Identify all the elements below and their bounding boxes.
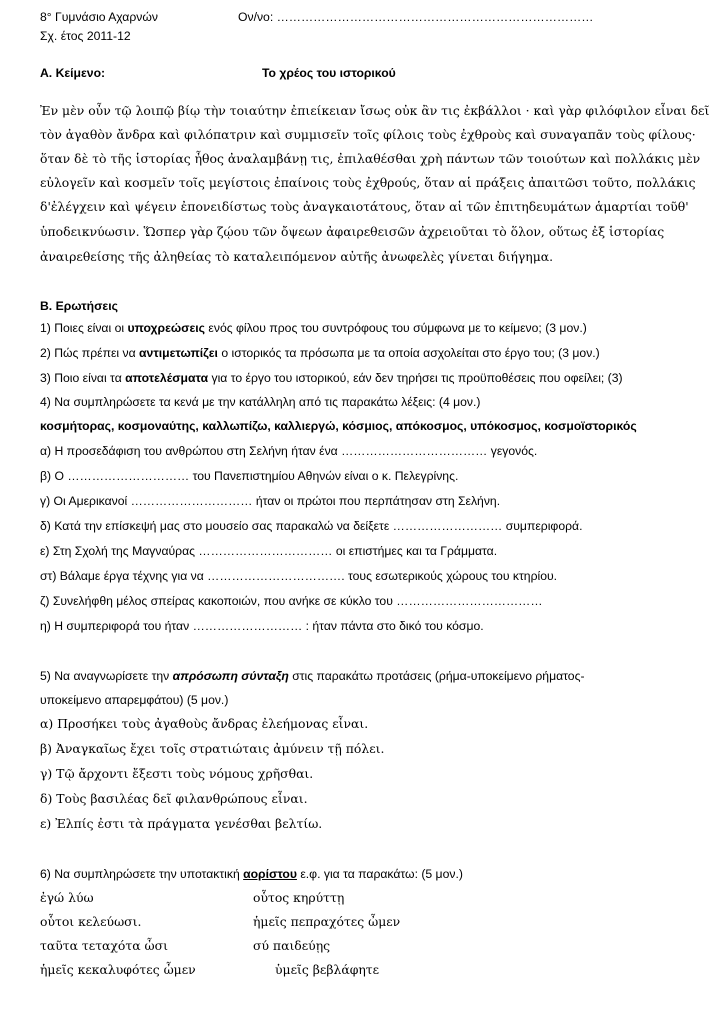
- question-2-keyword: αντιμετωπίζει: [139, 346, 218, 360]
- sentence-item: α) Προσήκει τοὺς ἀγαθοὺς ἄνδρας ἐλεήμονας εἶναι.: [40, 716, 369, 731]
- text-line: Ἐν μὲν οὖν τῷ λοιπῷ βίῳ τὴν τοιαύτην ἐπιείκειαν ἴσως οὐκ ἂν τις ἐκβάλλοι · καὶ γὰρ φιλόφιλον εἶναι δεῖ: [40, 103, 710, 118]
- sentence-item: β) Ἀναγκαῖως ἔχει τοῖς στρατιώταις ἀμύνειν τῇ πόλει.: [40, 741, 385, 756]
- question-3: [40, 370, 623, 386]
- fill-blank-item: γ) Οι Αμερικανοί ………………………… ήταν οι πρώτοι που περπάτησαν στη Σελήνη.: [40, 494, 501, 508]
- fill-blank-item: η) Η συμπεριφορά του ήταν ……………………… : ήταν πάντα στο δικό του κόσμο.: [40, 619, 484, 633]
- section-b-heading: Β. Ερωτήσεις: [40, 299, 118, 313]
- question-2: [40, 345, 600, 361]
- school-year: Σχ. έτος 2011-12: [40, 29, 131, 43]
- question-1-post: ενός φίλου προς του συντρόφους του σύμφωνα με το κείμενο; (3 μον.): [205, 321, 587, 335]
- fill-blank-item: δ) Κατά την επίσκεψή μας στο μουσείο σας παρακαλώ να δείξετε ……………………… συμπεριφορά.: [40, 519, 583, 533]
- verb-item-left: ταῦτα τεταχότα ὦσι: [40, 938, 168, 953]
- question-6-pre: 6) Να συμπληρώσετε την υποτακτική: [40, 867, 244, 881]
- question-6: [40, 866, 463, 882]
- verb-item-left: ἐγώ λύω: [40, 890, 94, 905]
- question-3-pre: 3) Ποιο είναι τα: [40, 371, 126, 385]
- fill-blank-item: στ) Βάλαμε έργα τέχνης για να ……………………………. τους εσωτερικούς χώρους του κτηρίου.: [40, 569, 558, 583]
- question-1-keyword: υποχρεώσεις: [127, 321, 206, 335]
- verb-item-right: ἡμεῖς πεπραχότες ὦμεν: [253, 914, 401, 929]
- question-4: 4) Να συμπληρώσετε τα κενά με την κατάλληλη από τις παρακάτω λέξεις: (4 μον.): [40, 395, 481, 409]
- text-line: ὑποδεικνύωσιν. Ὥσπερ γὰρ ζῴου τῶν ὄψεων ἀφαιρεθεισῶν ἀχρειοῦται τὸ ὅλον, οὕτως ἐξ ἱστορίας: [40, 224, 665, 239]
- text-line: δ'ἐλέγχειν καὶ ψέγειν ἐπονειδίστως τοὺς ἀναγκαιοτάτους, ὅταν αἱ τῶν ἐπιτηδευμάτων ἁμαρτίαι τοῦθ': [40, 199, 689, 214]
- question-6-post: ε.φ. για τα παρακάτω: (5 μον.): [296, 867, 463, 881]
- question-5-continuation: υποκείμενο απαρεμφάτου) (5 μον.): [40, 693, 229, 707]
- fill-blank-item: α) Η προσεδάφιση του ανθρώπου στη Σελήνη ήταν ένα ……………………………… γεγονός.: [40, 444, 538, 458]
- text-title: Το χρέος του ιστορικού: [262, 66, 396, 80]
- question-5: [40, 668, 585, 684]
- text-line: τὸν ἀγαθὸν ἄνδρα καὶ φιλόπατριν καὶ συμμισεῖν τοῖς φίλοις τοὺς ἐχθροὺς καὶ συναγαπᾶν τοὺς φίλους·: [40, 127, 696, 142]
- question-1: [40, 320, 587, 336]
- text-line: εὐλογεῖν καὶ κοσμεῖν τοῖς μεγίστοις ἐπαίνοις τοὺς ἐχθρούς, ὅταν αἱ πράξεις ἀπαιτῶσι τοῦτο, πολλάκις: [40, 175, 696, 190]
- question-2-post: ο ιστορικός τα πρόσωπα με τα οποία ασχολείται στο έργο του; (3 μον.): [217, 346, 600, 360]
- verb-item-right: οὗτος κηρύττῃ: [253, 890, 345, 905]
- text-line: ἀναιρεθείσης τῆς ἀληθείας τὸ καταλειπόμενον αὐτῆς ἀνωφελὲς γίνεται διήγημα.: [40, 249, 554, 264]
- fill-blank-item: ζ) Συνελήφθη μέλος σπείρας κακοποιών, που ανήκε σε κύκλο του ………………………………: [40, 594, 543, 608]
- question-5-keyword: απρόσωπη σύνταξη: [172, 669, 289, 683]
- question-5-pre: 5) Να αναγνωρίσετε την: [40, 669, 173, 683]
- text-line: ὅταν δὲ τὸ τῆς ἱστορίας ἦθος ἀναλαμβάνῃ τις, ἐπιλαθέσθαι χρὴ πάντων τῶν τοιούτων καὶ πολλάκις μὲν: [40, 151, 701, 166]
- question-5-post: στις παρακάτω προτάσεις (ρήμα-υποκείμενο ρήματος-: [288, 669, 585, 683]
- sentence-item: γ) Τῷ ἄρχοντι ἔξεστι τοὺς νόμους χρῆσθαι.: [40, 766, 314, 781]
- sentence-item: δ) Τοὺς βασιλέας δεῖ φιλανθρώπους εἶναι.: [40, 791, 308, 806]
- question-2-pre: 2) Πώς πρέπει να: [40, 346, 140, 360]
- fill-blank-item: ε) Στη Σχολή της Μαγναύρας …………………………… οι επιστήμες και τα Γράμματα.: [40, 544, 498, 558]
- fill-blank-item: β) Ο ………………………… του Πανεπιστημίου Αθηνών είναι ο κ. Πελεγρίνης.: [40, 469, 459, 483]
- question-3-post: για το έργο του ιστορικού, εάν δεν τηρήσει τις προϋποθέσεις που οφείλει; (3): [208, 371, 623, 385]
- verb-item-left: ἡμεῖς κεκαλυφότες ὦμεν: [40, 962, 196, 977]
- verb-item-right: σύ παιδεύῃς: [253, 938, 331, 953]
- question-3-keyword: αποτελέσματα: [125, 371, 209, 385]
- student-name-field: Ον/νο: ……………………………………………………………………: [238, 10, 594, 24]
- verb-item-left: οὗτοι κελεύωσι.: [40, 914, 142, 929]
- sentence-item: ε) Ἐλπίς ἐστι τὰ πράγματα γενέσθαι βελτίω.: [40, 816, 323, 831]
- question-1-pre: 1) Ποιες είναι οι: [40, 321, 128, 335]
- question-6-keyword: αορίστου: [243, 867, 297, 881]
- school-name: 8° Γυμνάσιο Αχαρνών: [40, 10, 158, 24]
- verb-item-right: ὑμεῖς βεβλάφητε: [275, 962, 380, 977]
- section-a-heading: Α. Κείμενο:: [40, 66, 106, 80]
- question-4-word-bank: κοσμήτορας, κοσμοναύτης, καλλωπίζω, καλλιεργώ, κόσμιος, απόκοσμος, υπόκοσμος, κοσμοϊστορικός: [40, 419, 637, 433]
